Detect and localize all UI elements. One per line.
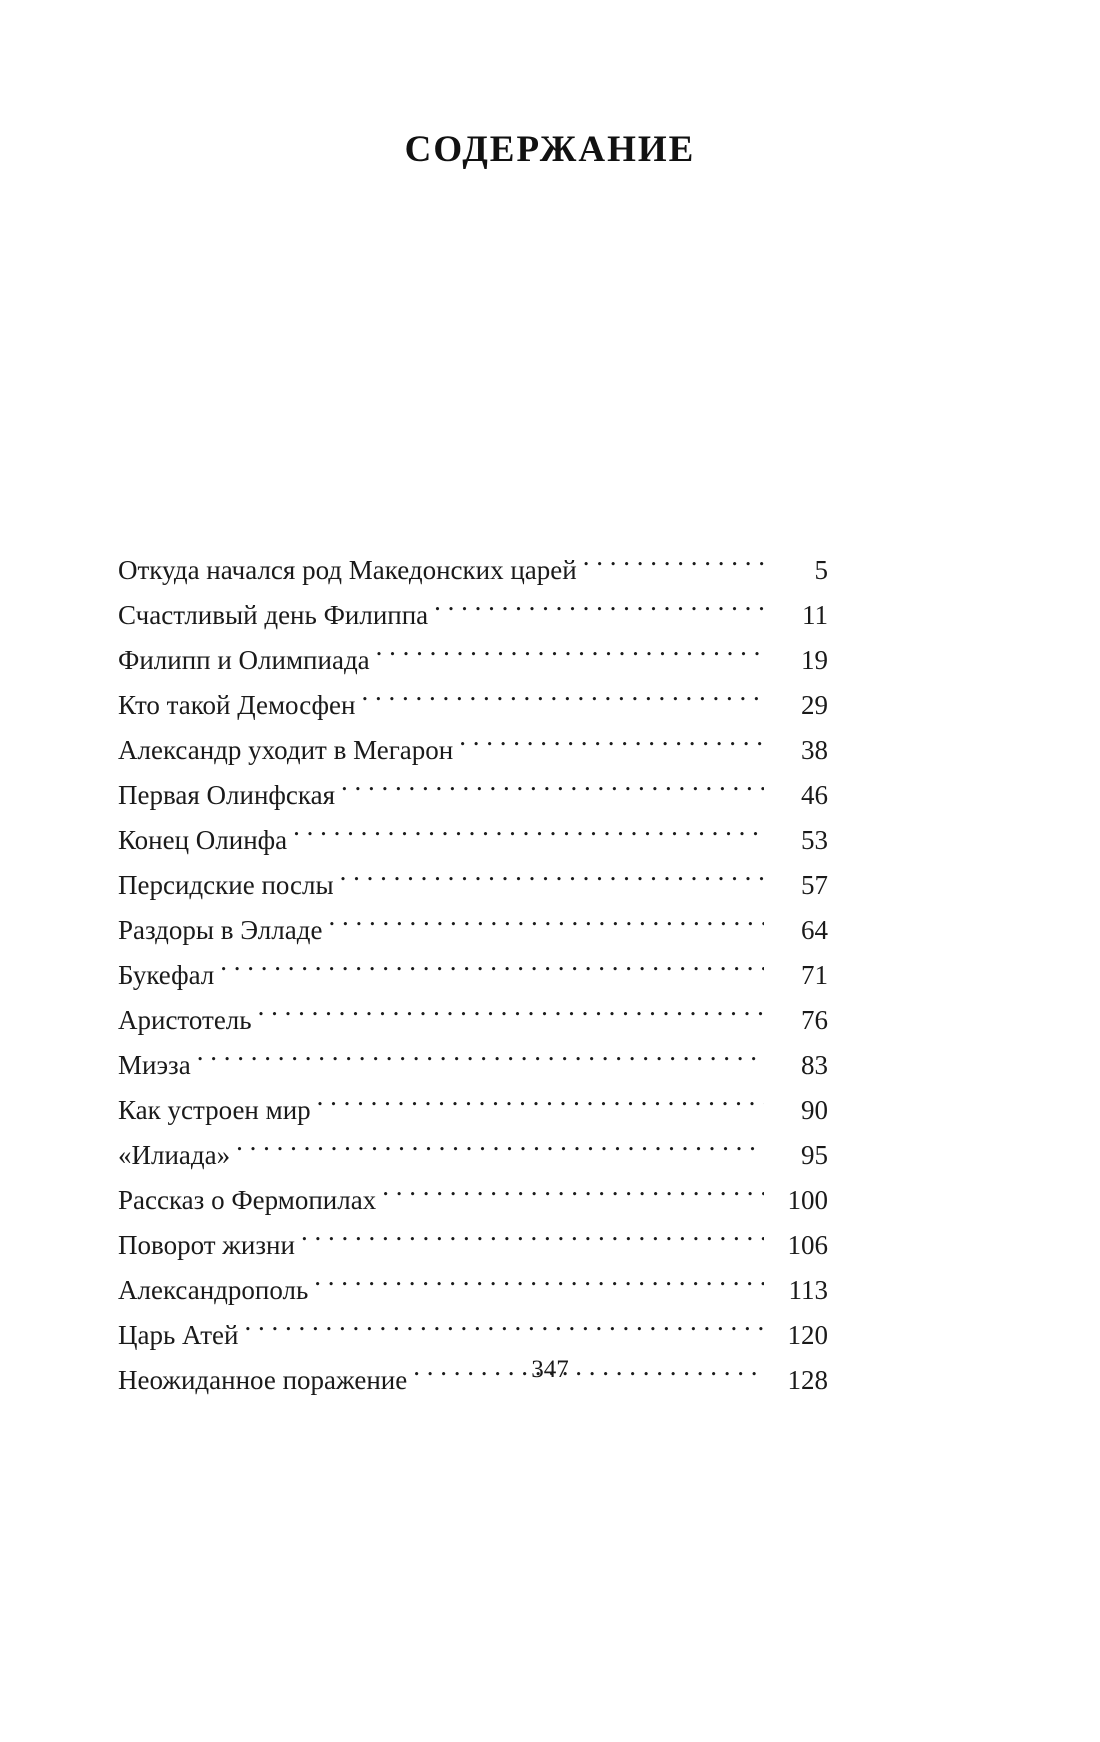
toc-entry-page-number: 90 — [801, 1095, 828, 1125]
toc-entry-page-number: 19 — [801, 645, 828, 675]
toc-entry-page-number: 5 — [814, 555, 828, 585]
toc-entry-label: Конец Олинфа — [118, 825, 288, 855]
toc-entry[interactable] — [118, 728, 828, 773]
toc-entry-page-number: 95 — [801, 1140, 828, 1170]
toc-entry[interactable] — [118, 773, 828, 818]
toc-entry-page-number: 38 — [801, 735, 828, 765]
toc-dot-leader — [434, 597, 764, 624]
toc-entry[interactable] — [118, 1313, 828, 1358]
toc-dot-leader — [583, 552, 764, 579]
toc-entry-page-number: 57 — [801, 870, 828, 900]
toc-entry-label: Александр уходит в Мегарон — [118, 735, 454, 765]
toc-entry[interactable] — [118, 998, 828, 1043]
toc-entry-label: Поворот жизни — [118, 1230, 295, 1260]
toc-entry[interactable] — [118, 863, 828, 908]
folio-page-number: 347 — [531, 1356, 569, 1383]
toc-entry-label: Как устроен мир — [118, 1095, 311, 1125]
toc-entry[interactable] — [118, 1133, 828, 1178]
toc-entry[interactable] — [118, 593, 828, 638]
toc-dot-leader — [236, 1137, 764, 1164]
toc-entry-label: Миэза — [118, 1050, 191, 1080]
toc-dot-leader — [244, 1317, 764, 1344]
toc-entry-page-number: 11 — [802, 600, 828, 630]
page-title: СОДЕРЖАНИЕ — [404, 129, 696, 170]
toc-dot-leader — [340, 867, 764, 894]
toc-entry-label: Кто такой Демосфен — [118, 690, 356, 720]
toc-dot-leader — [382, 1182, 764, 1209]
toc-entry[interactable] — [118, 1268, 828, 1313]
toc-dot-leader — [376, 642, 764, 669]
toc-entry-label: Рассказ о Фермопилах — [118, 1185, 377, 1215]
toc-entry-label: Неожиданное поражение — [118, 1365, 408, 1395]
toc-entry-label: Раздоры в Элладе — [118, 915, 323, 945]
toc-entry-page-number: 64 — [801, 915, 828, 945]
toc-dot-leader — [293, 822, 764, 849]
toc-entry-page-number: 120 — [787, 1320, 828, 1350]
toc-entry[interactable] — [118, 1088, 828, 1133]
toc-entry-page-number: 46 — [801, 780, 828, 810]
toc-dot-leader — [301, 1227, 764, 1254]
toc-entry-page-number: 113 — [788, 1275, 828, 1305]
toc-entry-label: Счастливый день Филиппа — [118, 600, 429, 630]
toc-entry-label: Откуда начался род Македонских царей — [118, 555, 577, 585]
toc-entry[interactable] — [118, 638, 828, 683]
toc-entry[interactable] — [118, 1043, 828, 1088]
toc-entry-label: Первая Олинфская — [118, 780, 335, 810]
toc-entry-page-number: 71 — [801, 960, 828, 990]
toc-entry-page-number: 100 — [787, 1185, 828, 1215]
toc-entry-label: Персидские послы — [118, 870, 334, 900]
toc-dot-leader — [361, 687, 764, 714]
toc-dot-leader — [341, 777, 764, 804]
toc-entry-label: Царь Атей — [118, 1320, 239, 1350]
toc-entry[interactable] — [118, 1178, 828, 1223]
toc-entry-label: Филипп и Олимпиада — [118, 645, 370, 675]
toc-entry-page-number: 106 — [787, 1230, 828, 1260]
toc-dot-leader — [197, 1047, 764, 1074]
toc-entry[interactable] — [118, 818, 828, 863]
toc-dot-leader — [220, 957, 764, 984]
toc-entry[interactable] — [118, 908, 828, 953]
table-of-contents-list — [118, 548, 828, 1403]
toc-dot-leader — [328, 912, 764, 939]
toc-dot-leader — [258, 1002, 764, 1029]
toc-entry-page-number: 128 — [787, 1365, 828, 1395]
toc-entry-page-number: 29 — [801, 690, 828, 720]
toc-entry-page-number: 76 — [801, 1005, 828, 1035]
toc-entry[interactable] — [118, 953, 828, 998]
toc-entry-page-number: 53 — [801, 825, 828, 855]
toc-entry[interactable] — [118, 548, 828, 593]
toc-entry-label: Букефал — [118, 960, 215, 990]
toc-dot-leader — [317, 1092, 764, 1119]
toc-entry-label: Аристотель — [118, 1005, 252, 1035]
toc-entry-page-number: 83 — [801, 1050, 828, 1080]
toc-dot-leader — [314, 1272, 764, 1299]
toc-dot-leader — [459, 732, 764, 759]
toc-entry[interactable] — [118, 683, 828, 728]
toc-entry-label: «Илиада» — [118, 1140, 231, 1170]
toc-entry[interactable] — [118, 1223, 828, 1268]
toc-entry-label: Александрополь — [118, 1275, 309, 1305]
